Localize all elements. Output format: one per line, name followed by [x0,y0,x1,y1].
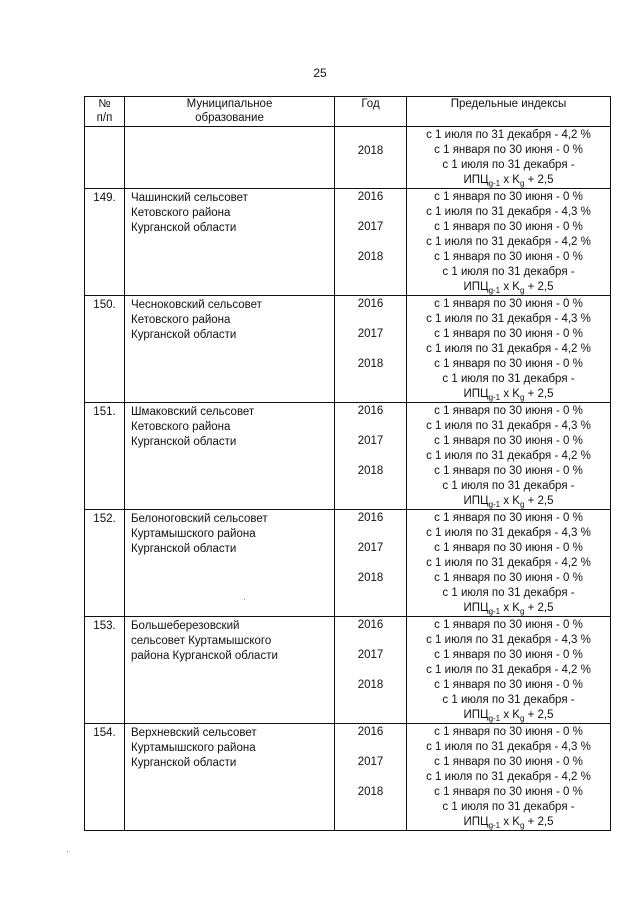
year-value: 2018 [357,572,384,584]
formula-tail: + 2,5 [524,709,554,721]
formula-cpi-subscript: g-1 [488,714,501,723]
formula-k-subscript: g [519,393,525,402]
table-row [85,617,611,724]
index-line: с 1 января по 30 июня - 0 % [434,649,583,661]
indices-cell [407,296,611,403]
indices-cell [407,724,611,831]
index-line: с 1 января по 30 июня - 0 % [434,435,583,447]
index-line: с 1 июля по 31 декабря - [442,159,575,171]
index-line: с 1 июля по 31 декабря - 4,2 % [426,771,591,783]
formula-k-subscript: g [519,714,525,723]
header-number: № п/п [85,97,125,127]
index-line: с 1 июля по 31 декабря - 4,3 % [426,634,591,646]
row-number: 150. [85,296,125,403]
indices-cell [407,403,611,510]
year-value: 2016 [357,512,384,524]
year-value: 2016 [357,405,384,417]
formula-k-subscript: g [519,607,525,616]
index-line: с 1 июля по 31 декабря - [442,266,575,278]
table-row-continuation [85,127,611,189]
formula-cpi-subscript: g-1 [488,286,501,295]
page-number: 25 [313,66,327,80]
row-number-empty [85,127,125,189]
year-cell [335,403,407,510]
year-value: 2017 [357,756,384,768]
table-row [85,296,611,403]
year-value: 2018 [357,786,384,798]
formula-tail: + 2,5 [524,816,554,828]
header-year: Год [335,97,407,127]
table-row [85,510,611,617]
year-value: 2017 [357,221,384,233]
index-line: с 1 января по 30 июня - 0 % [434,465,583,477]
index-line: с 1 июля по 31 декабря - 4,2 % [426,236,591,248]
year-cell [335,296,407,403]
year-value: 2016 [357,726,384,738]
formula-cpi: ИПЦ [463,174,489,186]
scan-speck: · [66,846,69,856]
formula-tail: + 2,5 [524,602,554,614]
index-formula [407,815,610,830]
year-value: 2017 [357,649,384,661]
index-line: с 1 января по 30 июня - 0 % [434,786,583,798]
formula-k-subscript: g [519,500,525,509]
formula-cpi-subscript: g-1 [488,821,501,830]
index-line: с 1 июля по 31 декабря - [442,694,575,706]
index-line: с 1 июля по 31 декабря - [442,480,575,492]
formula-k-subscript: g [519,179,525,188]
table-row [85,724,611,831]
municipality-name: Шмаковский сельсовет Кетовского района Курганской области [125,403,335,510]
indices-cell [407,189,611,296]
formula-tail: + 2,5 [524,388,554,400]
year-value: 2016 [357,619,384,631]
municipality-name: Чесноковский сельсовет Кетовского района Курганской области [125,296,335,403]
year-value: 2018 [357,251,384,263]
index-line: с 1 июля по 31 декабря - [442,801,575,813]
index-line: с 1 июля по 31 декабря - 4,3 % [426,420,591,432]
header-municipality: Муниципальное образование [125,97,335,127]
municipality-name: Чашинский сельсовет Кетовского района Курганской области [125,189,335,296]
formula-tail: + 2,5 [524,174,554,186]
index-line: с 1 июля по 31 декабря - 4,2 % [426,557,591,569]
formula-cpi-subscript: g-1 [488,179,501,188]
index-formula [407,494,610,509]
index-formula [407,387,610,402]
index-line: с 1 января по 30 июня - 0 % [434,144,583,156]
index-line: с 1 июля по 31 декабря - [442,373,575,385]
formula-cpi: ИПЦ [463,709,489,721]
year-value: 2017 [357,328,384,340]
index-line: с 1 января по 30 июня - 0 % [434,756,583,768]
formula-multiplier: x K [500,388,520,400]
index-formula [407,601,610,616]
index-formula [407,708,610,723]
formula-cpi-subscript: g-1 [488,393,501,402]
year-cell [335,617,407,724]
row-number: 152. [85,510,125,617]
index-formula [407,280,610,295]
index-line: с 1 января по 30 июня - 0 % [434,726,583,738]
index-line: с 1 января по 30 июня - 0 % [434,358,583,370]
formula-cpi: ИПЦ [463,816,489,828]
formula-tail: + 2,5 [524,281,554,293]
index-line: с 1 июля по 31 декабря - 4,3 % [426,313,591,325]
index-line: с 1 июля по 31 декабря - [442,587,575,599]
year-value: 2017 [357,435,384,447]
index-line: с 1 января по 30 июня - 0 % [434,405,583,417]
indices-cell [407,617,611,724]
table-header-row [85,97,611,127]
table-row [85,189,611,296]
year-value: 2018 [357,145,384,157]
formula-cpi-subscript: g-1 [488,500,501,509]
formula-multiplier: x K [500,816,520,828]
scan-speck: · [243,594,246,604]
formula-k-subscript: g [519,821,525,830]
formula-cpi: ИПЦ [463,602,489,614]
year-value: 2018 [357,358,384,370]
index-line: с 1 января по 30 июня - 0 % [434,251,583,263]
index-formula [407,173,610,188]
formula-multiplier: x K [500,281,520,293]
row-number: 153. [85,617,125,724]
table-row [85,403,611,510]
index-line: с 1 июля по 31 декабря - 4,2 % [426,343,591,355]
index-line: с 1 июля по 31 декабря - 4,2 % [426,129,591,141]
municipality-name: Верхневский сельсовет Куртамышского района Курганской области [125,724,335,831]
index-line: с 1 января по 30 июня - 0 % [434,328,583,340]
index-line: с 1 января по 30 июня - 0 % [434,191,583,203]
index-line: с 1 июля по 31 декабря - 4,2 % [426,450,591,462]
formula-multiplier: x K [500,709,520,721]
formula-multiplier: x K [500,174,520,186]
municipality-name: Белоноговский сельсовет Куртамышского района Курганской области [125,510,335,617]
formula-k-subscript: g [519,286,525,295]
year-value: 2016 [357,191,384,203]
index-line: с 1 июля по 31 декабря - 4,2 % [426,664,591,676]
index-line: с 1 января по 30 июня - 0 % [434,298,583,310]
row-number: 149. [85,189,125,296]
formula-multiplier: x K [500,495,520,507]
formula-cpi: ИПЦ [463,495,489,507]
index-line: с 1 января по 30 июня - 0 % [434,572,583,584]
municipality-name: Большеберезовский сельсовет Куртамышского района Курганской области [125,617,335,724]
year-value: 2018 [357,679,384,691]
index-line: с 1 июля по 31 декабря - 4,3 % [426,206,591,218]
index-line: с 1 января по 30 июня - 0 % [434,619,583,631]
formula-tail: + 2,5 [524,495,554,507]
index-line: с 1 января по 30 июня - 0 % [434,542,583,554]
year-value: 2018 [357,465,384,477]
formula-cpi: ИПЦ [463,281,489,293]
year-value: 2017 [357,542,384,554]
index-line: с 1 января по 30 июня - 0 % [434,221,583,233]
row-number: 154. [85,724,125,831]
indices-cell [407,127,611,189]
index-line: с 1 июля по 31 декабря - 4,3 % [426,527,591,539]
formula-cpi: ИПЦ [463,388,489,400]
formula-multiplier: x K [500,602,520,614]
header-indices: Предельные индексы [407,97,611,127]
index-line: с 1 января по 30 июня - 0 % [434,679,583,691]
indices-cell [407,510,611,617]
year-value: 2016 [357,298,384,310]
tariff-index-table [84,96,611,831]
row-number: 151. [85,403,125,510]
year-cell [335,510,407,617]
formula-cpi-subscript: g-1 [488,607,501,616]
municipality-empty [125,127,335,189]
year-cell [335,189,407,296]
index-line: с 1 июля по 31 декабря - 4,3 % [426,741,591,753]
year-cell [335,724,407,831]
year-cell [335,127,407,189]
index-line: с 1 января по 30 июня - 0 % [434,512,583,524]
